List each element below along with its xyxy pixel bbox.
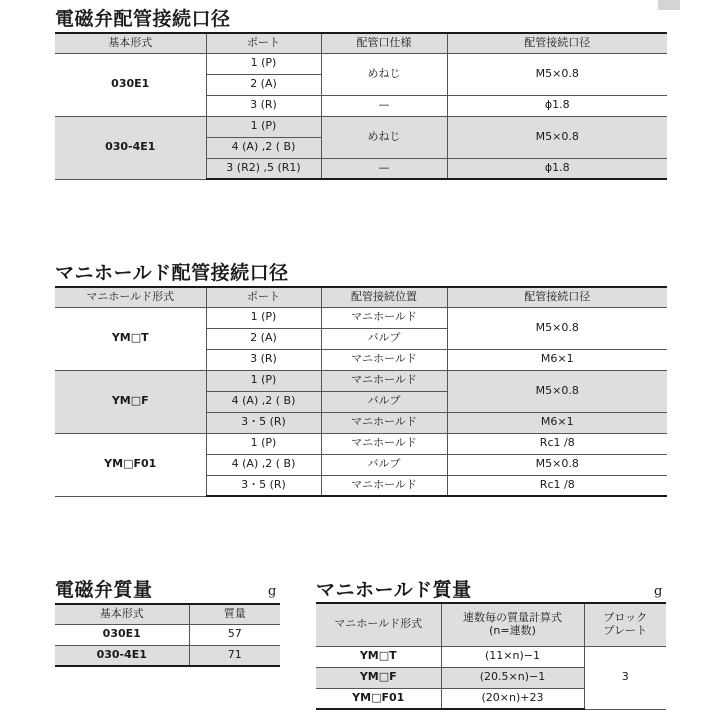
spec-cell: めねじ [321,53,447,95]
formula-label: 連数毎の質量計算式 [463,611,562,625]
position-cell: バルブ [321,328,447,349]
section-title-valve-mass: 電磁弁質量 [55,579,153,601]
section-title-valve-ports: 電磁弁配管接続口径 [55,8,231,30]
mass-unit: g [268,584,277,599]
formula-note: (n=連数) [489,623,536,637]
model-cell: YM□T [55,307,206,370]
model-cell: 030E1 [55,624,189,645]
port-cell: 4 (A) ,2 ( B) [206,391,321,412]
plate-label: プレート [603,623,648,637]
size-cell: ϕ1.8 [447,95,667,116]
spec-cell: めねじ [321,116,447,158]
model-cell: 030-4E1 [55,645,189,666]
port-cell: 3 (R) [206,95,321,116]
model-cell: YM□T [316,646,441,667]
port-cell: 3・5 (R) [206,475,321,496]
size-cell: M5×0.8 [447,116,667,158]
position-cell: マニホールド [321,349,447,370]
port-cell: 1 (P) [206,307,321,328]
model-cell: 030E1 [55,53,206,116]
header-port-size: 配管接続口径 [447,33,667,53]
manifold-port-table [55,286,667,497]
model-cell: YM□F01 [55,433,206,496]
header-port: ポート [206,33,321,53]
section-title-manifold-mass: マニホールド質量 [316,579,472,601]
port-cell: 4 (A) ,2 ( B) [206,454,321,475]
mass-cell: 71 [189,645,280,666]
position-cell: マニホールド [321,370,447,391]
port-cell: 1 (P) [206,433,321,454]
header-mass-formula [441,603,584,646]
size-cell: M5×0.8 [447,454,667,475]
port-cell: 1 (P) [206,116,321,137]
position-cell: マニホールド [321,307,447,328]
spec-cell: — [321,95,447,116]
port-cell: 2 (A) [206,328,321,349]
size-cell: M5×0.8 [447,307,667,349]
header-connection-position: 配管接続位置 [321,287,447,307]
formula-cell: (11×n)−1 [441,646,584,667]
size-cell: Rc1 /8 [447,433,667,454]
position-cell: マニホールド [321,475,447,496]
position-cell: マニホールド [321,412,447,433]
mass-unit: g [654,584,663,599]
port-cell: 3 (R) [206,349,321,370]
size-cell: M6×1 [447,349,667,370]
mass-cell: 57 [189,624,280,645]
position-cell: バルブ [321,454,447,475]
header-manifold-model: マニホールド形式 [316,603,441,646]
size-cell: ϕ1.8 [447,158,667,179]
valve-mass-table [55,603,280,667]
header-port-spec: 配管口仕様 [321,33,447,53]
size-cell: Rc1 /8 [447,475,667,496]
size-cell: M5×0.8 [447,53,667,95]
header-block-plate [584,603,666,646]
block-label: ブロック [603,611,648,625]
formula-cell: (20×n)+23 [441,688,584,709]
position-cell: マニホールド [321,433,447,454]
size-cell: M6×1 [447,412,667,433]
valve-port-table [55,32,667,180]
position-cell: バルブ [321,391,447,412]
header-base-model: 基本形式 [55,33,206,53]
size-cell: M5×0.8 [447,370,667,412]
formula-cell: (20.5×n)−1 [441,667,584,688]
port-cell: 3・5 (R) [206,412,321,433]
port-cell: 1 (P) [206,370,321,391]
model-cell: YM□F01 [316,688,441,709]
header-base-model: 基本形式 [55,604,189,624]
model-cell: YM□F [316,667,441,688]
port-cell: 3 (R2) ,5 (R1) [206,158,321,179]
header-port-size: 配管接続口径 [447,287,667,307]
page-corner-marker [658,0,680,10]
port-cell: 1 (P) [206,53,321,74]
model-cell: 030-4E1 [55,116,206,179]
port-cell: 4 (A) ,2 ( B) [206,137,321,158]
manifold-mass-table [316,602,666,710]
block-plate-mass-cell: 3 [584,646,666,709]
model-cell: YM□F [55,370,206,433]
spec-cell: — [321,158,447,179]
header-manifold-model: マニホールド形式 [55,287,206,307]
header-mass: 質量 [189,604,280,624]
port-cell: 2 (A) [206,74,321,95]
section-title-manifold-ports: マニホールド配管接続口径 [55,262,289,284]
header-port: ポート [206,287,321,307]
